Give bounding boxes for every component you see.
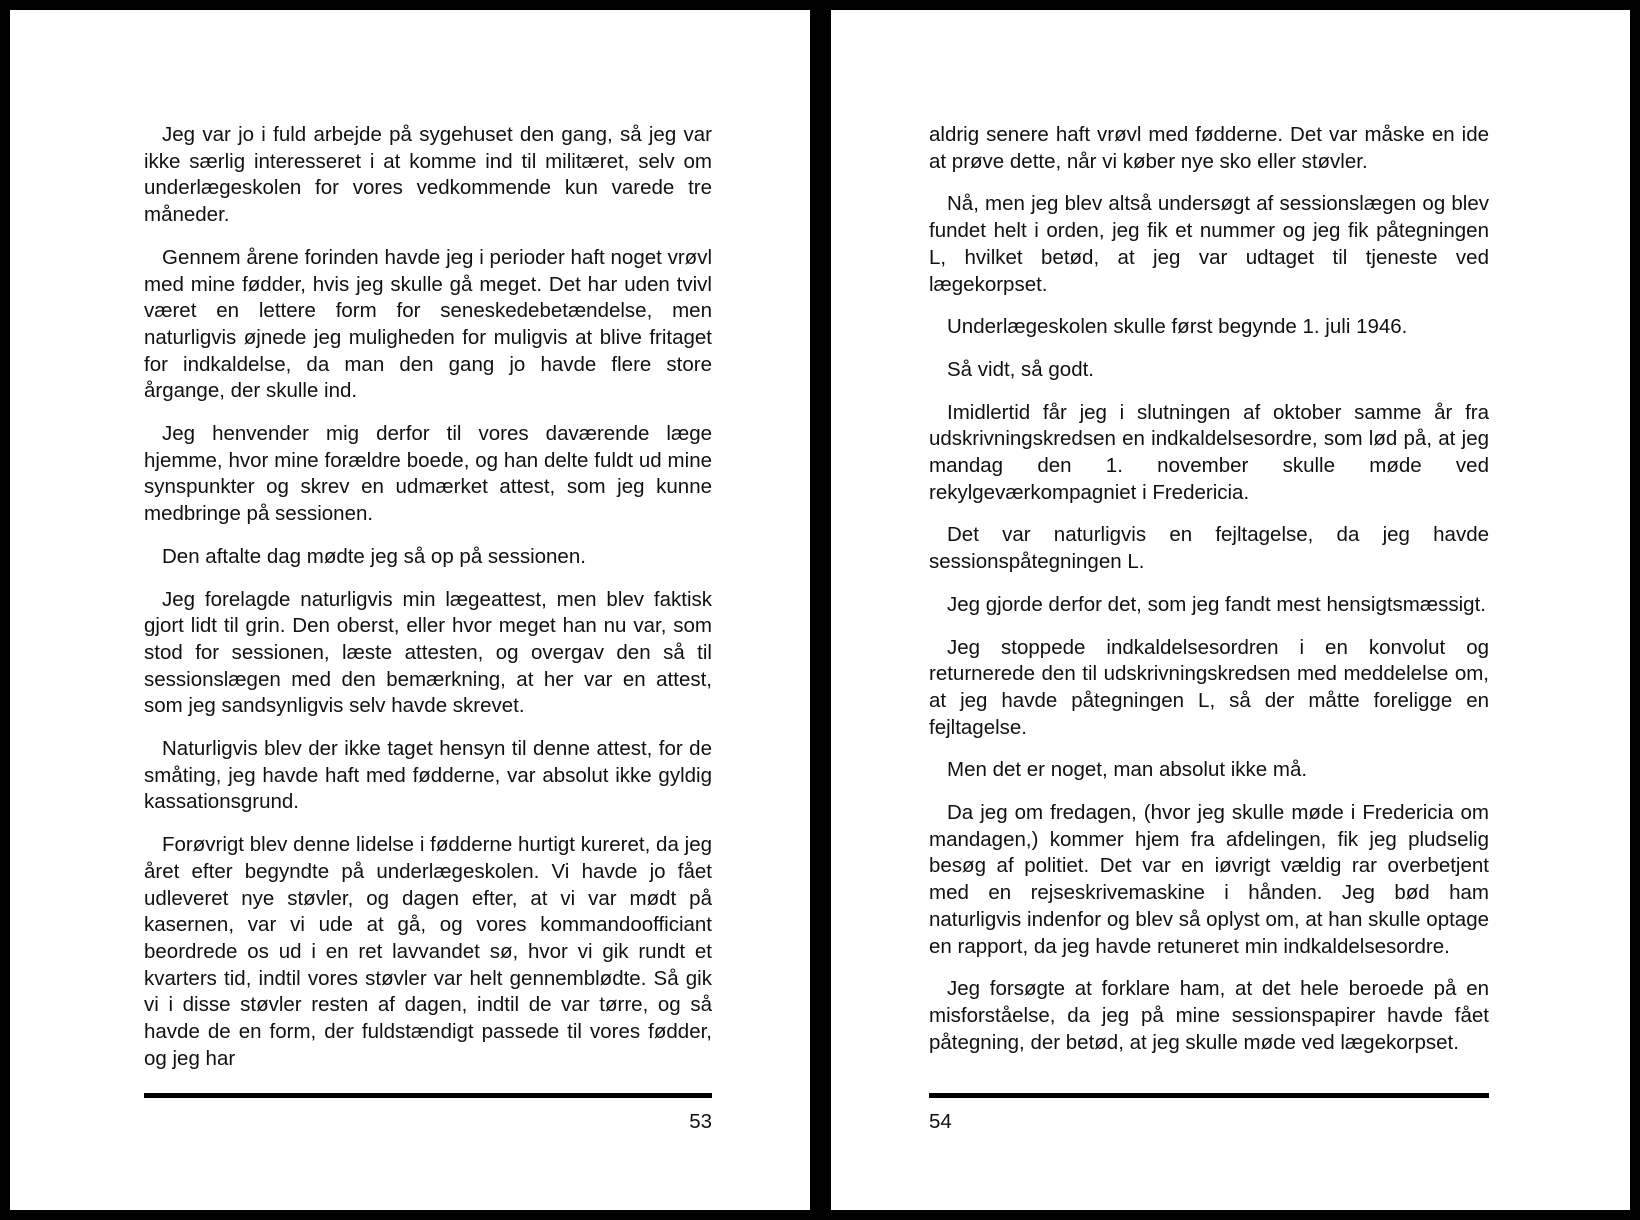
paragraph: Gennem årene forinden havde jeg i perioder haft noget vrøvl med mine fødder, hvis jeg skulle gå meget. Det har uden tvivl været en lettere form for seneskedebetændelse, men naturligvis øjnede jeg muligheden for muligvis at blive fritaget for indkaldelse, da man den gang jo havde flere store årgange, der skulle ind.: [144, 245, 712, 403]
paragraph: Jeg forelagde naturligvis min lægeattest, men blev faktisk gjort lidt til grin. Den oberst, eller hvor meget han nu var, som stod for sessionen, læste attesten, og overgav den så til sessionslægen med den bemærkning, at her var en attest, som jeg sandsynligvis selv havde skrevet.: [144, 587, 712, 718]
paragraph: Jeg henvender mig derfor til vores daværende læge hjemme, hvor mine forældre boede, og han delte fuldt ud mine synspunkter og skrev en udmærket attest, som jeg kunne medbringe på sessionen.: [144, 422, 712, 526]
paragraph: Jeg forsøgte at forklare ham, at det hele beroede på en misforståelse, da jeg på mine sessionspapirer havde fået påtegning, der betød, at jeg skulle møde ved lægekorpset.: [929, 977, 1489, 1054]
paragraph: Forøvrigt blev denne lidelse i fødderne hurtigt kureret, da jeg året efter begyndte på underlægeskolen. Vi havde jo fået udleveret nye støvler, og dagen efter, at vi var mødt på kasernen, var vi ude at gå, og vores kommandoofficiant beordrede os ud i en ret lavvandet sø, hvor vi gik rundt et kvarters tid, indtil vores støvler var helt gennemblødte. Så gik vi i disse støvler resten af dagen, indtil de var tørre, og så havde de en form, der fuldstændigt passede til vores fødder, og jeg har: [144, 833, 712, 1070]
paragraph-continuation: aldrig senere haft vrøvl med fødderne. Det var måske en ide at prøve dette, når vi køber nye sko eller støvler.: [929, 123, 1489, 173]
paragraph: Jeg stoppede indkaldelsesordren i en konvolut og returnerede den til udskrivningskredsen med meddelelse om, at jeg havde påtegningen L, så der måtte foreligge en fejltagelse.: [929, 635, 1489, 739]
paragraph: Naturligvis blev der ikke taget hensyn til denne attest, for de småting, jeg havde haft med fødderne, var absolut ikke gyldig kassationsgrund.: [144, 737, 712, 814]
footer-rule: [929, 1093, 1489, 1098]
paragraph: Imidlertid får jeg i slutningen af oktober samme år fra udskrivningskredsen en indkaldelsesordre, som lød på, at jeg mandag den 1. november skulle møde ved rekylgeværkompagniet i Fredericia.: [929, 400, 1489, 504]
right-page-body: [929, 122, 1489, 1072]
paragraph: Det var naturligvis en fejltagelse, da jeg havde sessionspåtegningen L.: [929, 523, 1489, 574]
paragraph: Men det er noget, man absolut ikke må.: [947, 758, 1308, 782]
left-page: [10, 10, 810, 1210]
footer-rule: [144, 1093, 712, 1098]
paragraph: Den aftalte dag mødte jeg så op på sessionen.: [162, 544, 586, 568]
paragraph: Nå, men jeg blev altså undersøgt af sessionslægen og blev fundet helt i orden, jeg fik et nummer og jeg fik påtegningen L, hvilket betød, at jeg var udtaget til tjeneste ved lægekorpset.: [929, 192, 1489, 296]
page-number: 54: [929, 1110, 952, 1133]
paragraph: Så vidt, så godt.: [947, 357, 1095, 381]
paragraph: Underlægeskolen skulle først begynde 1. juli 1946.: [947, 315, 1408, 339]
left-page-body: [144, 122, 712, 1089]
right-page: [831, 10, 1630, 1210]
page-number: 53: [689, 1110, 712, 1133]
paragraph: Jeg gjorde derfor det, som jeg fandt mest hensigtsmæssigt.: [947, 592, 1486, 616]
paragraph: Da jeg om fredagen, (hvor jeg skulle møde i Fredericia om mandagen,) kommer hjem fra afdelingen, fik jeg pludselig besøg af politiet. Det var en iøvrigt vældig rar overbetjent med en rejseskrivemaskine i hånden. Jeg bød ham naturligvis indenfor og blev så oplyst om, at han skulle optage en rapport, da jeg havde retuneret min indkaldelsesordre.: [929, 801, 1489, 958]
paragraph: Jeg var jo i fuld arbejde på sygehuset den gang, så jeg var ikke særlig interesseret i at komme ind til militæret, selv om underlægeskolen for vores vedkommende kun varede tre måneder.: [144, 123, 712, 227]
